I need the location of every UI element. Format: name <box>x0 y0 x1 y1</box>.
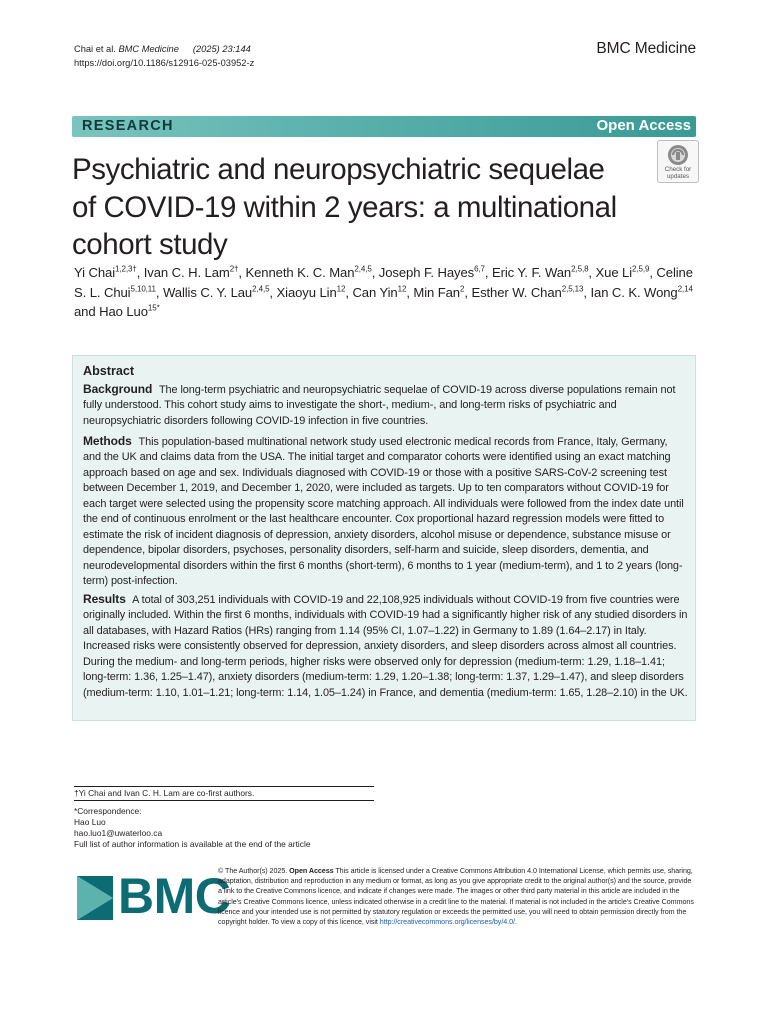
footnote-divider <box>74 786 374 787</box>
author-affiliation-sup: 5,10,11 <box>130 284 156 294</box>
author-separator: , <box>484 265 492 280</box>
author-separator: , <box>238 265 246 280</box>
author-affiliation-sup: 6,7 <box>474 264 485 274</box>
author-name[interactable]: Can Yin <box>352 284 398 300</box>
author-name[interactable]: Xiaoyu Lin <box>276 284 337 300</box>
background-text: The long-term psychiatric and neuropsychiatric sequelae of COVID-19 across diverse populations remain not fully understood. This cohort study aims to investigate the short-, medium-, and long-term risks of psychiatric and neuropsychiatric disorders following COVID-19 infection in five countries. <box>83 384 676 427</box>
license-open-access: Open Access <box>289 867 334 875</box>
author-name[interactable]: Celine S. L. Chui <box>74 265 693 300</box>
author-separator: , <box>588 265 596 280</box>
author-separator: , <box>136 265 144 280</box>
abstract-background <box>83 382 688 429</box>
background-label: Background <box>83 382 153 396</box>
author-affiliation-sup: 2,5,13 <box>561 284 584 294</box>
footnote-correspondence: *Correspondence: <box>74 806 142 816</box>
abstract-box <box>72 355 696 721</box>
footnote-divider-2 <box>74 800 374 801</box>
citation-header <box>74 42 254 70</box>
footnote-author-info: Full list of author information is available at the end of the article <box>74 839 311 849</box>
check-for-updates-label-2: updates <box>666 173 690 180</box>
citation-authors: Chai et al. <box>74 44 116 54</box>
bmc-logo-text: BMC <box>118 868 231 924</box>
title-line-1: Psychiatric and neuropsychiatric sequelae <box>72 153 605 186</box>
author-list <box>74 263 694 322</box>
open-access-label: Open Access <box>596 117 691 134</box>
results-label: Results <box>83 592 126 606</box>
footnote-corresponding-name: Hao Luo <box>74 817 106 827</box>
citation-line <box>74 42 254 56</box>
author-separator: , <box>583 284 591 300</box>
author-name[interactable]: Wallis C. Y. Lau <box>162 284 253 300</box>
abstract-results <box>83 592 688 701</box>
author-separator: , <box>269 284 277 300</box>
bmc-logo-icon <box>77 876 113 920</box>
author-name[interactable]: Hao Luo <box>99 304 148 319</box>
title-line-3: cohort study <box>72 228 228 261</box>
check-for-updates-button[interactable] <box>657 140 699 183</box>
author-separator: , <box>155 284 163 300</box>
author-separator: , <box>649 265 657 280</box>
citation-volume: (2025) 23:144 <box>192 44 251 54</box>
author-name[interactable]: Esther W. Chan <box>471 284 562 300</box>
section-banner <box>72 116 696 137</box>
doi-link[interactable]: https://doi.org/10.1186/s12916-025-03952-z <box>74 58 255 68</box>
license-prefix: © The Author(s) 2025. <box>218 867 288 875</box>
author-name[interactable]: Ivan C. H. Lam <box>143 265 230 280</box>
license-text <box>218 866 694 927</box>
author-name[interactable]: Kenneth K. C. Man <box>245 265 355 280</box>
methods-label: Methods <box>83 434 132 448</box>
abstract-heading: Abstract <box>83 364 135 378</box>
check-for-updates-icon <box>667 144 689 166</box>
author-separator: , <box>371 265 379 280</box>
title-line-2: of COVID-19 within 2 years: a multinational <box>72 190 617 224</box>
author-name[interactable]: Joseph F. Hayes <box>378 265 475 280</box>
license-body: This article is licensed under a Creative Commons Attribution 4.0 International License, which permits use, sharing, adaptation, distribution and reproduction in any medium or format, as long as you give appropriate credit to the original author(s) and the source, provide a link to the Creative Commons licence, and indicate if changes were made. The images or other third party material in this article are included in the article's Creative Commons licence, unless indicated otherwise in a credit line to the material. If material is not included in the article's Creative Commons licence and your intended use is not permitted by statutory regulation or exceeds the permitted use, you will need to obtain permission directly from the copyright holder. To view a copy of this licence, visit <box>218 867 694 927</box>
footnote-email-link[interactable]: hao.luo1@uwaterloo.ca <box>74 828 163 838</box>
author-affiliation-sup: 1,2,3† <box>115 264 137 274</box>
footnote-cofirst: †Yi Chai and Ivan C. H. Lam are co-first authors. <box>74 788 255 798</box>
author-separator: , <box>345 284 353 300</box>
author-name[interactable]: Ian C. K. Wong <box>590 284 678 300</box>
author-affiliation-sup: 2† <box>229 264 239 274</box>
citation-journal: BMC Medicine <box>118 44 179 54</box>
author-name[interactable]: Eric Y. F. Wan <box>491 265 572 280</box>
author-affiliation-sup: 2,5,9 <box>632 264 650 274</box>
author-affiliation-sup: 12 <box>336 284 346 294</box>
section-label: RESEARCH <box>82 118 174 134</box>
author-separator: , <box>406 284 414 300</box>
author-name[interactable]: Min Fan <box>413 284 460 300</box>
author-affiliation-sup: 2,4,5 <box>252 284 270 294</box>
article-title <box>72 151 652 264</box>
methods-text: This population-based multinational network study used electronic medical records from France, Italy, Germany, and the UK and claims data from the USA. The initial target and comparator cohorts were identified using an exact matching approach based on age and sex. Individuals diagnosed with COVID-19 or those with a positive SARS-CoV-2 screening test between December 1, 2019, and December 1, 2020, were included as targets. Up to ten comparators without COVID-19 for each target were selected using the propensity score matching approach. All individuals were followed from the index date until the end of continuous enrolment or the last healthcare encounter. Cox proportional hazard regression models were fitted to estimate the risk of incident diagnosis of depression, anxiety disorders, alcohol misuse or dependence, substance misuse or dependence, bipolar disorders, psychoses, personality disorders, self-harm and suicide, sleep disorders, dementia, and neurodevelopmental disorders within the first 6 months (short-term), 6 months to 1 year (medium-term), and 1 to 2 years (long-term) post-infection. <box>83 436 684 588</box>
author-name[interactable]: Yi Chai <box>74 265 116 280</box>
check-for-updates-label-1: Check for <box>664 166 692 173</box>
author-affiliation-sup: 2,4,5 <box>354 264 372 274</box>
author-separator: and <box>74 304 100 319</box>
license-link[interactable]: http://creativecommons.org/licenses/by/4.0/ <box>379 918 515 927</box>
author-affiliation-sup: 12 <box>397 284 407 294</box>
author-affiliation-sup: 15* <box>147 303 160 313</box>
author-affiliation-sup: 2 <box>460 284 465 294</box>
license-suffix: . <box>514 918 517 927</box>
abstract-methods <box>83 434 688 590</box>
author-name[interactable]: Xue Li <box>595 265 633 280</box>
journal-name: BMC Medicine <box>596 40 696 57</box>
author-affiliation-sup: 2,14 <box>677 284 693 294</box>
author-separator: , <box>464 284 472 300</box>
author-affiliation-sup: 2,5,8 <box>571 264 589 274</box>
results-text: A total of 303,251 individuals with COVID-19 and 22,108,925 individuals without COVID-19 from five countries were originally included. Within the first 6 months, individuals with COVID-19 had a significantly higher risk of any studied disorders in all databases, with Hazard Ratios (HRs) ranging from 1.14 (95% CI, 1.07–1.22) in Germany to 1.89 (1.64–2.17) in Italy. Increased risks were consistently observed for depression, anxiety disorders, and sleep disorders across almost all countries. During the medium- and long-term periods, higher risks were observed only for depression (medium-term: 1.29, 1.18–1.41; long-term: 1.36, 1.25–1.47), anxiety disorders (medium-term: 1.29, 1.20–1.38; long-term: 1.37, 1.29–1.47), and sleep disorders (medium-term: 1.10, 1.01–1.21; long-term: 1.14, 1.05–1.24) in France, and dementia (medium-term: 1.65, 1.28–2.10) in the UK. <box>83 594 688 699</box>
